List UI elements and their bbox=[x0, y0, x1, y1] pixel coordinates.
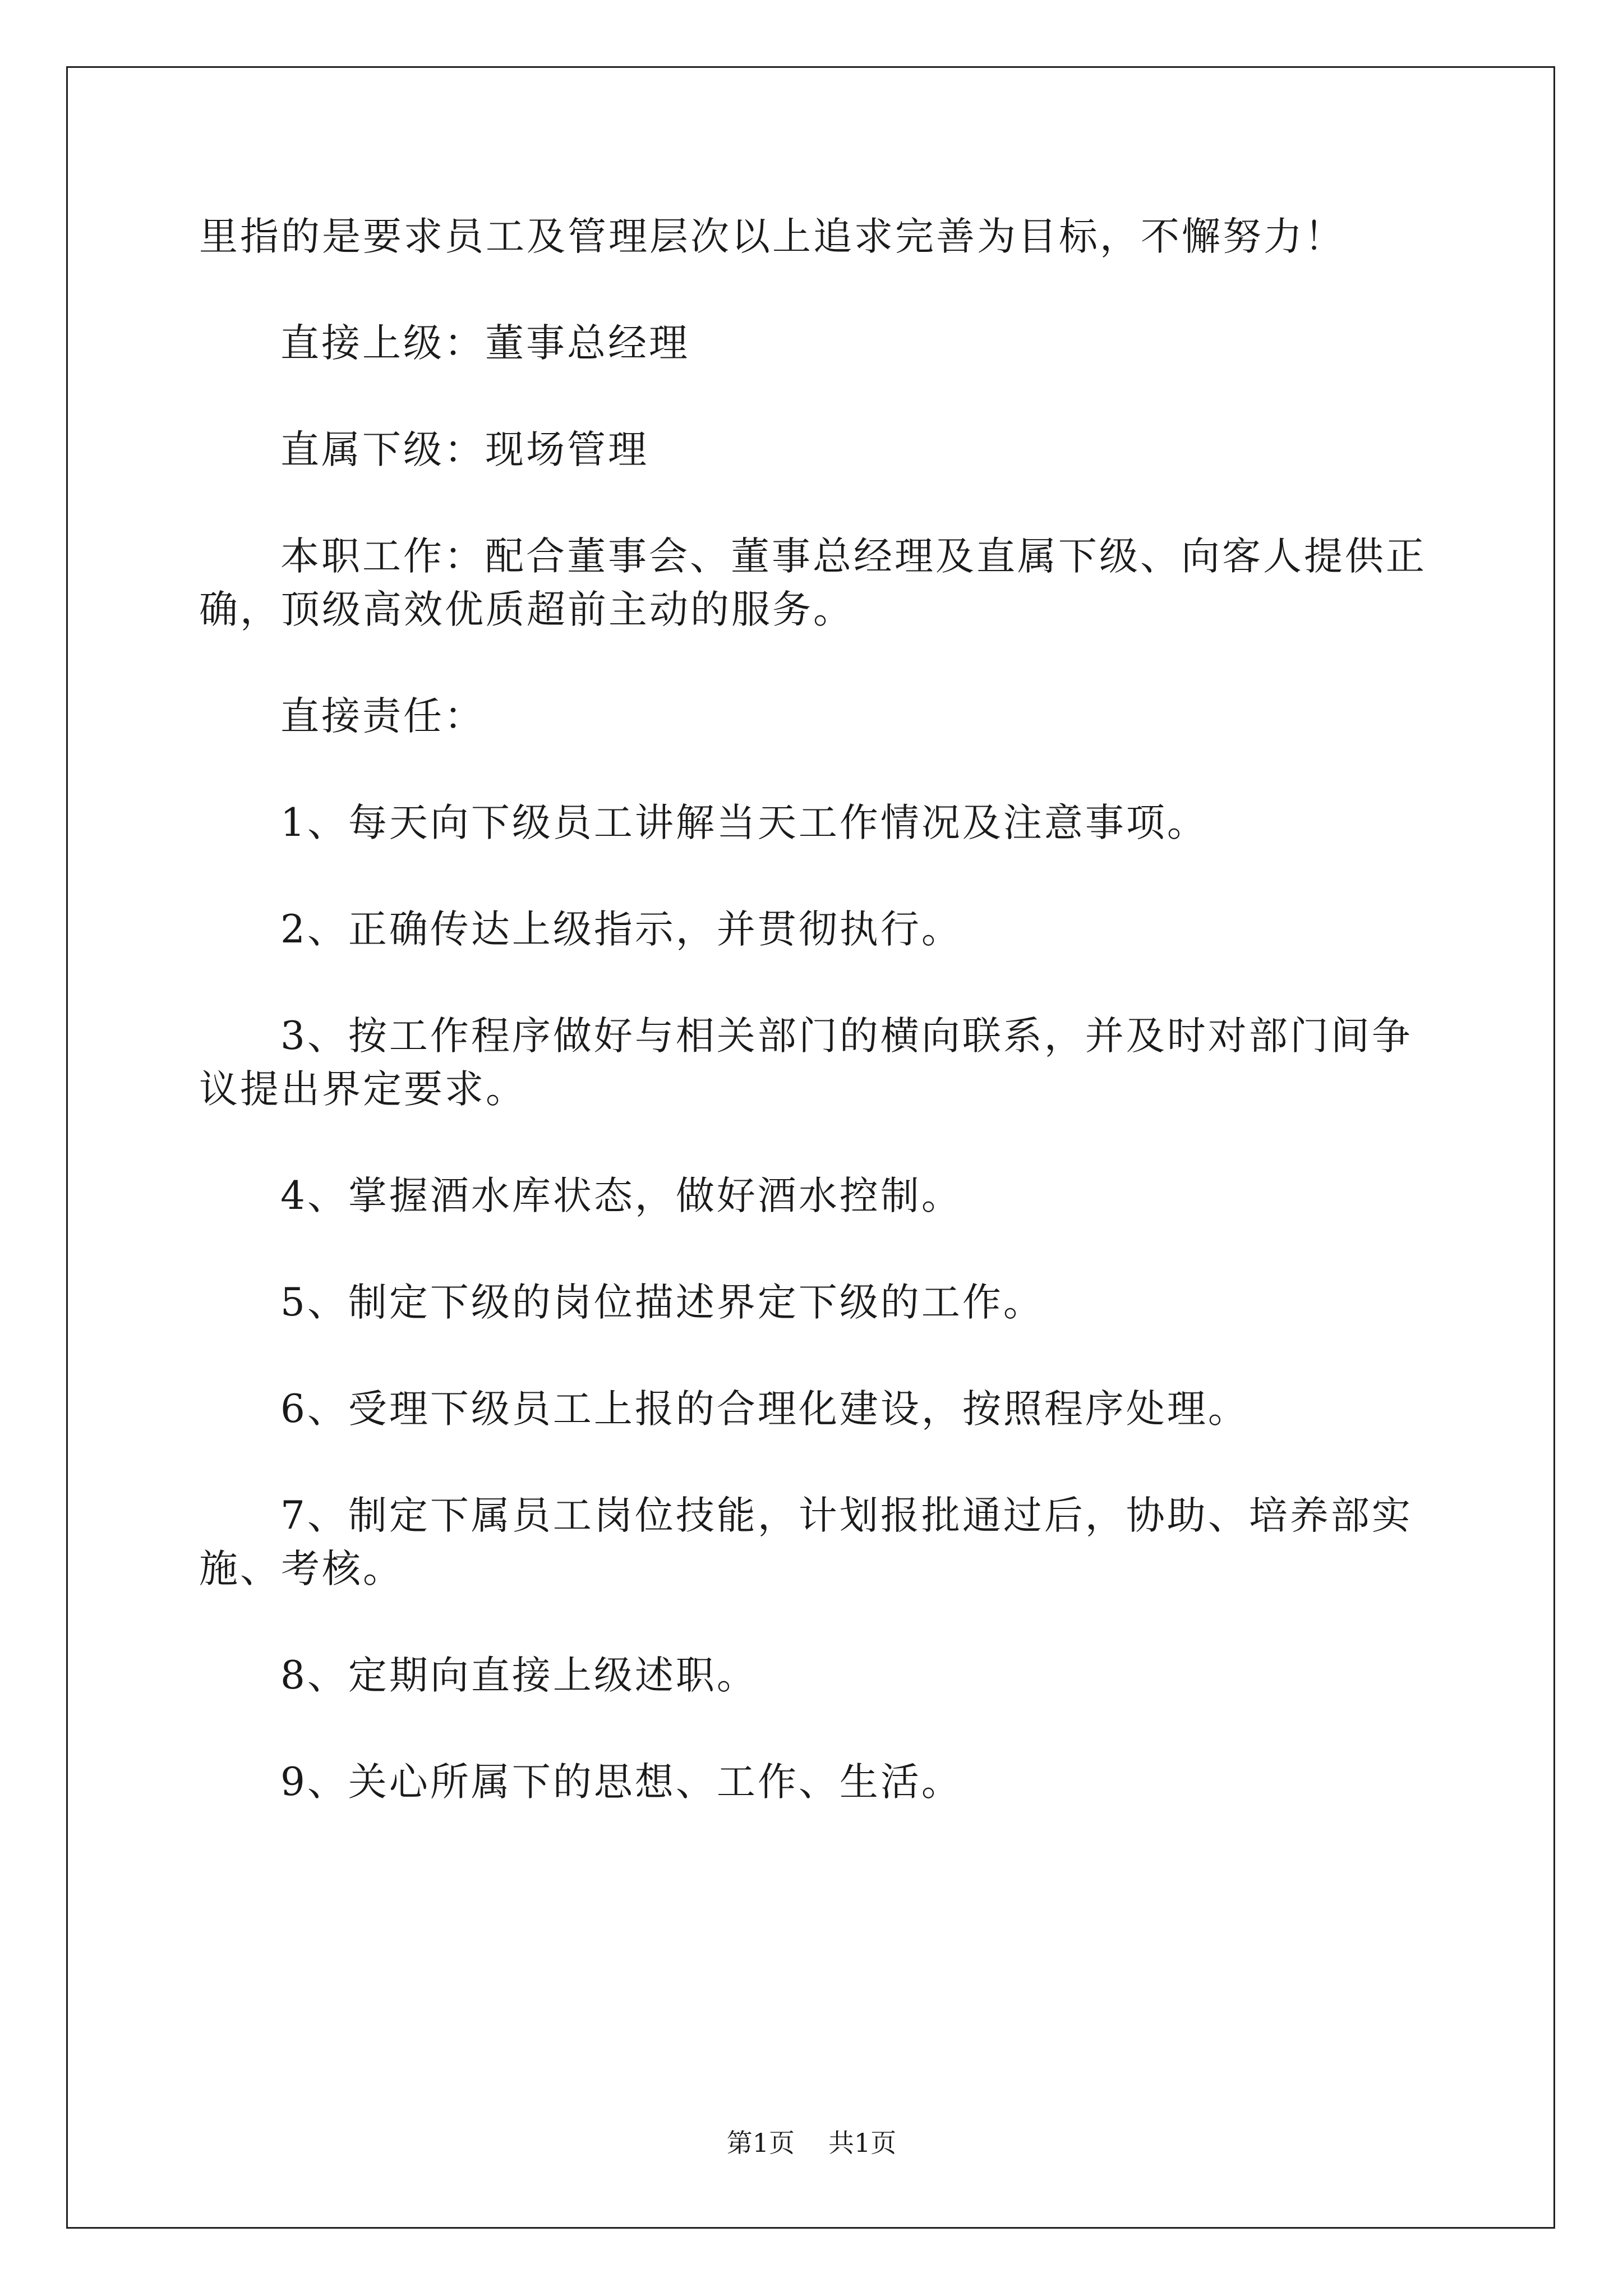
list-item-4: 4、掌握酒水库状态，做好酒水控制。 bbox=[280, 1174, 962, 1218]
paragraph-responsibilities-heading: 直接责任： bbox=[280, 694, 485, 739]
list-item-6: 6、受理下级员工上报的合理化建设，按照程序处理。 bbox=[280, 1387, 1249, 1432]
page-total: 共1页 bbox=[828, 2128, 897, 2158]
list-item-5: 5、制定下级的岗位描述界定下级的工作。 bbox=[280, 1280, 1044, 1325]
list-item-7: 7、制定下属员工岗位技能，计划报批通过后，协助、培养部实施、考核。 bbox=[199, 1493, 1413, 1591]
list-item-3: 3、按工作程序做好与相关部门的横向联系，并及时对部门间争议提出界定要求。 bbox=[199, 1014, 1413, 1112]
paragraph-intro: 里指的是要求员工及管理层次以上追求完善为目标，不懈努力！ bbox=[199, 214, 1345, 259]
list-item-9: 9、关心所属下的思想、工作、生活。 bbox=[280, 1760, 962, 1805]
paragraph-job-duty: 本职工作：配合董事会、董事总经理及直属下级、向客人提供正确，顶级高效优质超前主动的服务。 bbox=[199, 534, 1427, 632]
paragraph-direct-superior: 直接上级：董事总经理 bbox=[280, 321, 690, 366]
page-number: 第1页 bbox=[726, 2128, 795, 2158]
list-item-1: 1、每天向下级员工讲解当天工作情况及注意事项。 bbox=[280, 800, 1208, 845]
page-footer bbox=[0, 2126, 1623, 2160]
paragraph-direct-subordinate: 直属下级：现场管理 bbox=[280, 427, 649, 472]
list-item-8: 8、定期向直接上级述职。 bbox=[280, 1653, 758, 1698]
list-item-2: 2、正确传达上级指示，并贯彻执行。 bbox=[280, 907, 962, 952]
document-body bbox=[199, 210, 1433, 1862]
